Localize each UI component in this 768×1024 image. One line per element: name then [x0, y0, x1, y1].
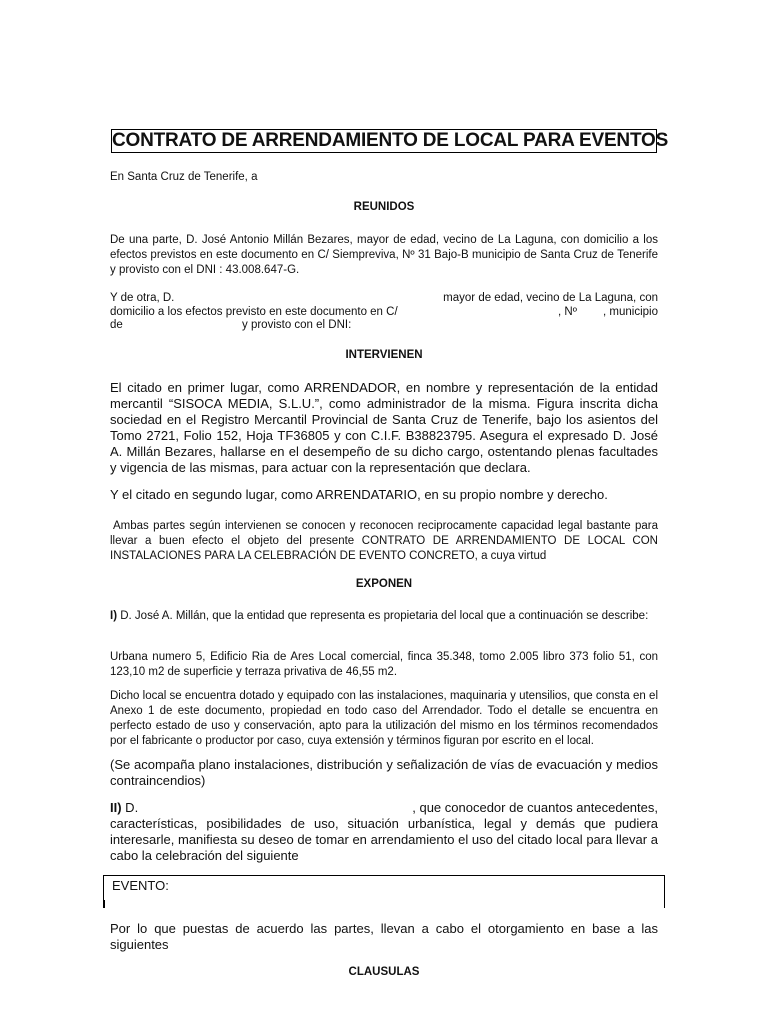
exponen-item-i [110, 609, 658, 624]
exponen-item-i-text: D. José A. Millán, que la entidad que representa es propietaria del local que a continuación se describe: [117, 610, 649, 622]
place-date-line: En Santa Cruz de Tenerife, a [110, 171, 258, 183]
reunidos-line-2-num: , Nº [558, 306, 577, 318]
exponen-item-ii-rest: características, posibilidades de uso, situación urbanística, legal y demás que pudiera interesarle, manifiesta su deseo de tomar en arrendamiento el uso del citado local para llevar a cabo la celebración del siguiente [110, 816, 658, 863]
reunidos-paragraph-1: De una parte, D. José Antonio Millán Bezares, mayor de edad, vecino de La Laguna, con domicilio a los efectos previstos en este documento en C/ Siempreviva, Nº 31 Bajo-B municipio de Santa Cruz de Tenerife y provisto con el DNI : 43.008.647-G. [110, 234, 658, 276]
evento-field[interactable] [103, 875, 665, 905]
reunidos-line-3-dni: y provisto con el DNI: [242, 319, 352, 331]
intervienen-paragraph-3: Ambas partes según intervienen se conocen y reconocen reciprocamente capacidad legal bastante para llevar a buen efecto el objeto del presente CONTRATO DE ARRENDAMIENTO DE LOCAL CON INSTALACIONES PARA LA CELEBRACIÓN DE EVENTO CONCRETO, a cuya virtud [110, 520, 658, 562]
exponen-local-description: Dicho local se encuentra dotado y equipado con las instalaciones, maquinaria y utensilios, que consta en el Anexo 1 de este documento, propiedad en todo caso del Arrendador. Todo el detalle se encuentra en perfecto estado de uso y conservación, apto para la utilización del mismo en los términos recomendados por el fabricante o productor por caso, cuya extensión y términos figuran por escrito en el local. [110, 690, 658, 747]
document-title: CONTRATO DE ARRENDAMIENTO DE LOCAL PARA EVENTOS [112, 130, 669, 151]
reunidos-line-2-start: domicilio a los efectos previsto en este documento en C/ [110, 306, 398, 318]
exponen-item-ii-end: , que conocedor de cuantos antecedentes, [412, 800, 658, 815]
reunidos-line-1-start: Y de otra, D. [110, 292, 175, 304]
exponen-item-ii-start [110, 800, 138, 816]
closing-paragraph: Por lo que puestas de acuerdo las partes, llevan a cabo el otorgamiento en base a las siguientes [110, 921, 658, 952]
exponen-item-ii-number: II) [110, 800, 122, 815]
evento-box-right-tick [664, 900, 666, 908]
exponen-item-ii-d: D. [121, 800, 139, 815]
heading-clausulas: CLAUSULAS [348, 966, 420, 978]
heading-intervienen: INTERVIENEN [345, 349, 423, 361]
evento-label: EVENTO: [112, 878, 169, 893]
exponen-item-i-number: I) [110, 610, 118, 622]
exponen-plano-note: (Se acompaña plano instalaciones, distribución y señalización de vías de evacuación y medios contraincendios) [110, 757, 658, 788]
heading-reunidos: REUNIDOS [353, 201, 415, 213]
reunidos-line-2-end: , municipio [603, 306, 658, 318]
heading-exponen: EXPONEN [355, 578, 413, 590]
reunidos-line-3-start: de [110, 319, 123, 331]
evento-box-left-tick [103, 900, 105, 908]
intervienen-paragraph-1: El citado en primer lugar, como ARRENDADOR, en nombre y representación de la entidad mercantil “SISOCA MEDIA, S.L.U.”, como administrador de la misma. Figura inscrita dicha sociedad en el Registro Mercantil Provincial de Santa Cruz de Tenerife, bajo los asientos del Tomo 2721, Folio 152, Hoja TF36805 y con C.I.F. B38823795. Asegura el expresado D. José A. Millán Bezares, hallarse en el desempeño de su dicho cargo, ostentando plenas facultades y vigencia de las mismas, para actuar con la representación que declara. [110, 380, 658, 475]
exponen-finca-description: Urbana numero 5, Edificio Ria de Ares Local comercial, finca 35.348, tomo 2.005 libro 373 folio 51, con 123,10 m2 de superficie y terraza privativa de 46,55 m2. [110, 651, 658, 678]
intervienen-paragraph-2: Y el citado en segundo lugar, como ARRENDATARIO, en su propio nombre y derecho. [110, 487, 608, 502]
reunidos-line-1-end: mayor de edad, vecino de La Laguna, con [443, 292, 658, 304]
